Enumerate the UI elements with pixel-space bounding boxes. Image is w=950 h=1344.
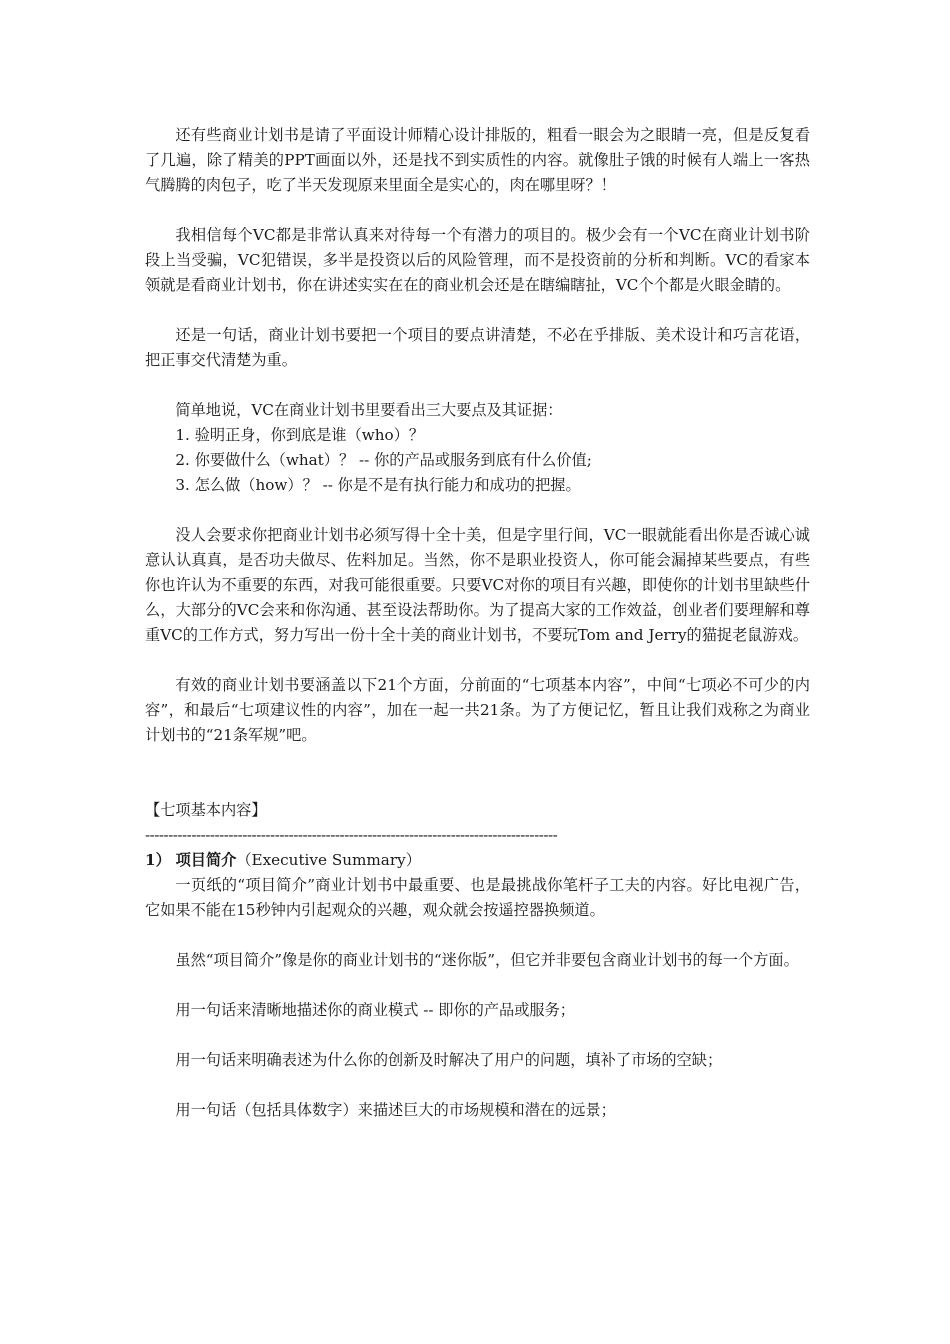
list-item: 1. 验明正身，你到底是谁（who）？ [175,426,425,444]
divider-line: ----------------------------------------------------------------------------------------- [145,826,558,844]
item-number: 1） [145,851,171,869]
item-subtitle: （Executive Summary） [236,851,421,869]
item-paragraph-4: 用一句话来明确表述为什么你的创新及时解决了用户的问题，填补了市场的空缺； [175,1051,723,1069]
after-paragraph-1: 没人会要求你把商业计划书必须写得十全十美，但是字里行间，VC一眼就能看出你是否诚心诚意认认真真，是否功夫做尽、佐料加足。当然，你不是职业投资人，你可能会漏掉某些要点，有些你也许认为不重要的东西，对我可能很重要。只要VC对你的项目有兴趣，即使你的计划书里缺些什么，大部分的VC会来和你沟通、甚至设法帮助你。为了提高大家的工作效益，创业者们要理解和尊重VC的工作方式，努力写出一份十全十美的商业计划书，不要玩Tom and Jerry的猫捉老鼠游戏。 [145,526,810,644]
spacer [145,748,810,798]
spacer [145,1073,810,1098]
intro-paragraph-3: 还是一句话，商业计划书要把一个项目的要点讲清楚，不必在乎排版、美术设计和巧言花语，把正事交代清楚为重。 [145,326,810,369]
item-paragraph-1: 一页纸的“项目简介”商业计划书中最重要、也是最挑战你笔杆子工夫的内容。好比电视广告，它如果不能在15秒钟内引起观众的兴趣，观众就会按遥控器换频道。 [145,876,810,919]
list-item: 3. 怎么做（how）？ -- 你是不是有执行能力和成功的把握。 [175,476,581,494]
item-paragraph-3: 用一句话来清晰地描述你的商业模式 -- 即你的产品或服务； [175,1001,575,1019]
item-paragraph-2: 虽然“项目简介”像是你的商业计划书的“迷你版”，但它并非要包含商业计划书的每一个方面。 [175,951,799,969]
key-points-list [145,423,810,498]
spacer [145,648,810,673]
item-heading [145,848,810,873]
spacer [145,923,810,948]
item-paragraph-5: 用一句话（包括具体数字）来描述巨大的市场规模和潜在的远景； [175,1101,616,1119]
intro-paragraph-2: 我相信每个VC都是非常认真来对待每一个有潜力的项目的。极少会有一个VC在商业计划书阶段上当受骗，VC犯错误，多半是投资以后的风险管理，而不是投资前的分析和判断。VC的看家本领就是看商业计划书，你在讲述实实在在的商业机会还是在瞎编瞎扯，VC个个都是火眼金睛的。 [145,226,810,294]
after-paragraph-2: 有效的商业计划书要涵盖以下21个方面，分前面的“七项基本内容”，中间“七项必不可少的内容”，和最后“七项建议性的内容”，加在一起一共21条。为了方便记忆，暂且让我们戏称之为商业计划书的“21条军规”吧。 [145,676,810,744]
document-page [145,123,810,1123]
spacer [145,373,810,398]
list-intro: 简单地说，VC在商业计划书里要看出三大要点及其证据： [175,401,563,419]
intro-paragraph-1: 还有些商业计划书是请了平面设计师精心设计排版的，粗看一眼会为之眼睛一亮，但是反复看了几遍，除了精美的PPT画面以外，还是找不到实质性的内容。就像肚子饿的时候有人端上一客热气腾腾的肉包子，吃了半天发现原来里面全是实心的，肉在哪里呀？！ [145,126,810,194]
spacer [145,298,810,323]
item-title: 项目简介 [175,851,237,869]
spacer [145,198,810,223]
spacer [145,1023,810,1048]
list-item: 2. 你要做什么（what）？ -- 你的产品或服务到底有什么价值; [175,451,592,469]
spacer [145,973,810,998]
section-title: 【七项基本内容】 [145,801,267,819]
spacer [145,498,810,523]
